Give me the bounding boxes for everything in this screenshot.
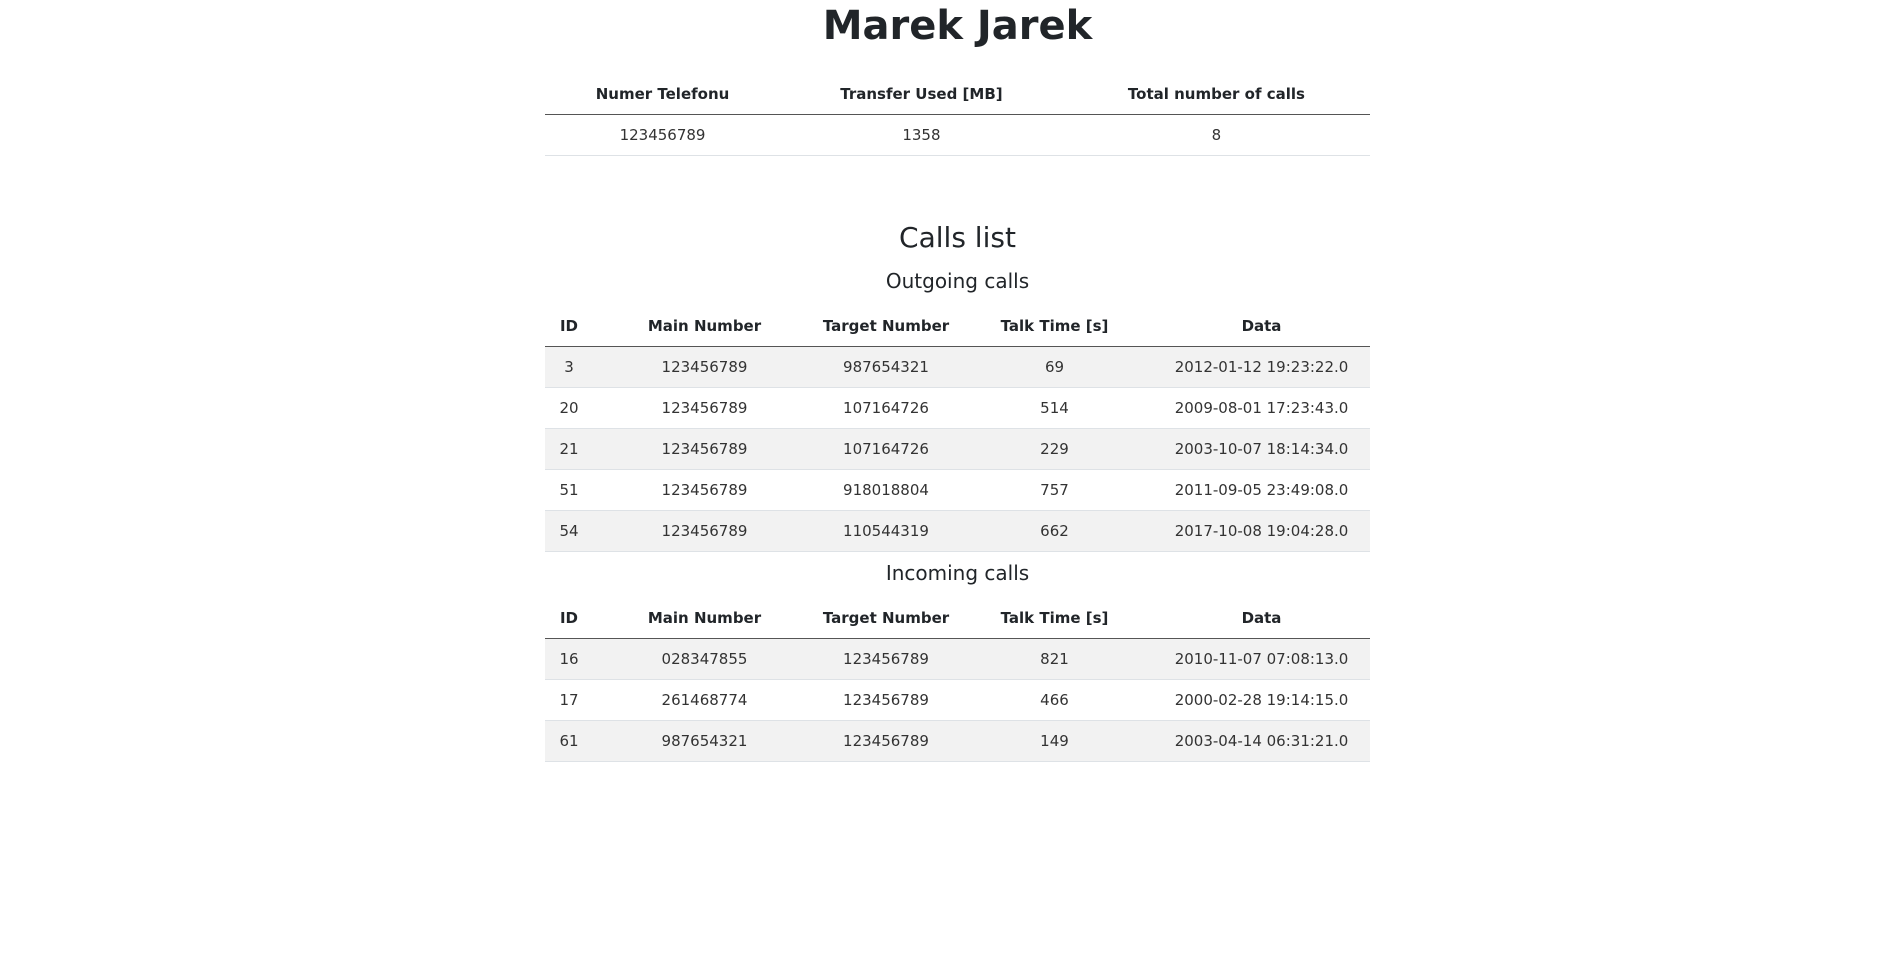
main-number: 123456789 [593, 470, 816, 511]
target-number: 123456789 [816, 721, 956, 762]
table-row [545, 639, 1370, 680]
talk-time: 69 [956, 347, 1153, 388]
main-number: 028347855 [593, 639, 816, 680]
talk-time: 821 [956, 639, 1153, 680]
call-date: 2011-09-05 23:49:08.0 [1153, 470, 1370, 511]
target-number: 123456789 [816, 680, 956, 721]
table-row [545, 429, 1370, 470]
column-header-main-number: Main Number [593, 597, 816, 639]
call-date: 2010-11-07 07:08:13.0 [1153, 639, 1370, 680]
main-number: 261468774 [593, 680, 816, 721]
column-header-id: ID [545, 305, 593, 347]
call-id: 16 [545, 639, 593, 680]
call-date: 2009-08-01 17:23:43.0 [1153, 388, 1370, 429]
summary-table [545, 73, 1370, 156]
outgoing-calls-heading: Outgoing calls [885, 269, 1030, 293]
total-calls-value: 8 [1063, 115, 1370, 156]
call-id: 61 [545, 721, 593, 762]
table-row [545, 511, 1370, 552]
main-number: 987654321 [593, 721, 816, 762]
main-number: 123456789 [593, 388, 816, 429]
column-header-id: ID [545, 597, 593, 639]
target-number: 107164726 [816, 388, 956, 429]
call-id: 20 [545, 388, 593, 429]
target-number: 110544319 [816, 511, 956, 552]
page-container [545, 0, 1370, 762]
call-id: 17 [545, 680, 593, 721]
summary-row [545, 115, 1370, 156]
table-row [545, 347, 1370, 388]
column-header-date: Data [1153, 597, 1370, 639]
talk-time: 662 [956, 511, 1153, 552]
call-date: 2003-10-07 18:14:34.0 [1153, 429, 1370, 470]
target-number: 918018804 [816, 470, 956, 511]
talk-time: 757 [956, 470, 1153, 511]
summary-header-row [545, 73, 1370, 115]
talk-time: 514 [956, 388, 1153, 429]
page-title: Marek Jarek [822, 3, 1093, 49]
column-header-talk-time: Talk Time [s] [956, 305, 1153, 347]
call-date: 2012-01-12 19:23:22.0 [1153, 347, 1370, 388]
call-id: 54 [545, 511, 593, 552]
incoming-calls-heading: Incoming calls [885, 561, 1030, 585]
outgoing-header-row [545, 305, 1370, 347]
talk-time: 229 [956, 429, 1153, 470]
table-row [545, 680, 1370, 721]
call-date: 2017-10-08 19:04:28.0 [1153, 511, 1370, 552]
main-number: 123456789 [593, 511, 816, 552]
call-date: 2000-02-28 19:14:15.0 [1153, 680, 1370, 721]
column-header-target-number: Target Number [816, 305, 956, 347]
outgoing-calls-table [545, 305, 1370, 552]
table-row [545, 721, 1370, 762]
target-number: 107164726 [816, 429, 956, 470]
target-number: 987654321 [816, 347, 956, 388]
main-number: 123456789 [593, 429, 816, 470]
main-number: 123456789 [593, 347, 816, 388]
talk-time: 466 [956, 680, 1153, 721]
phone-number-value: 123456789 [545, 115, 780, 156]
column-header-phone-number: Numer Telefonu [545, 73, 780, 115]
table-row [545, 388, 1370, 429]
table-row [545, 470, 1370, 511]
column-header-target-number: Target Number [816, 597, 956, 639]
column-header-talk-time: Talk Time [s] [956, 597, 1153, 639]
call-id: 3 [545, 347, 593, 388]
column-header-transfer-used: Transfer Used [MB] [780, 73, 1063, 115]
calls-list-heading: Calls list [899, 221, 1016, 254]
call-id: 51 [545, 470, 593, 511]
column-header-main-number: Main Number [593, 305, 816, 347]
incoming-calls-table [545, 597, 1370, 762]
call-date: 2003-04-14 06:31:21.0 [1153, 721, 1370, 762]
call-id: 21 [545, 429, 593, 470]
incoming-header-row [545, 597, 1370, 639]
column-header-total-calls: Total number of calls [1063, 73, 1370, 115]
target-number: 123456789 [816, 639, 956, 680]
transfer-used-value: 1358 [780, 115, 1063, 156]
talk-time: 149 [956, 721, 1153, 762]
column-header-date: Data [1153, 305, 1370, 347]
